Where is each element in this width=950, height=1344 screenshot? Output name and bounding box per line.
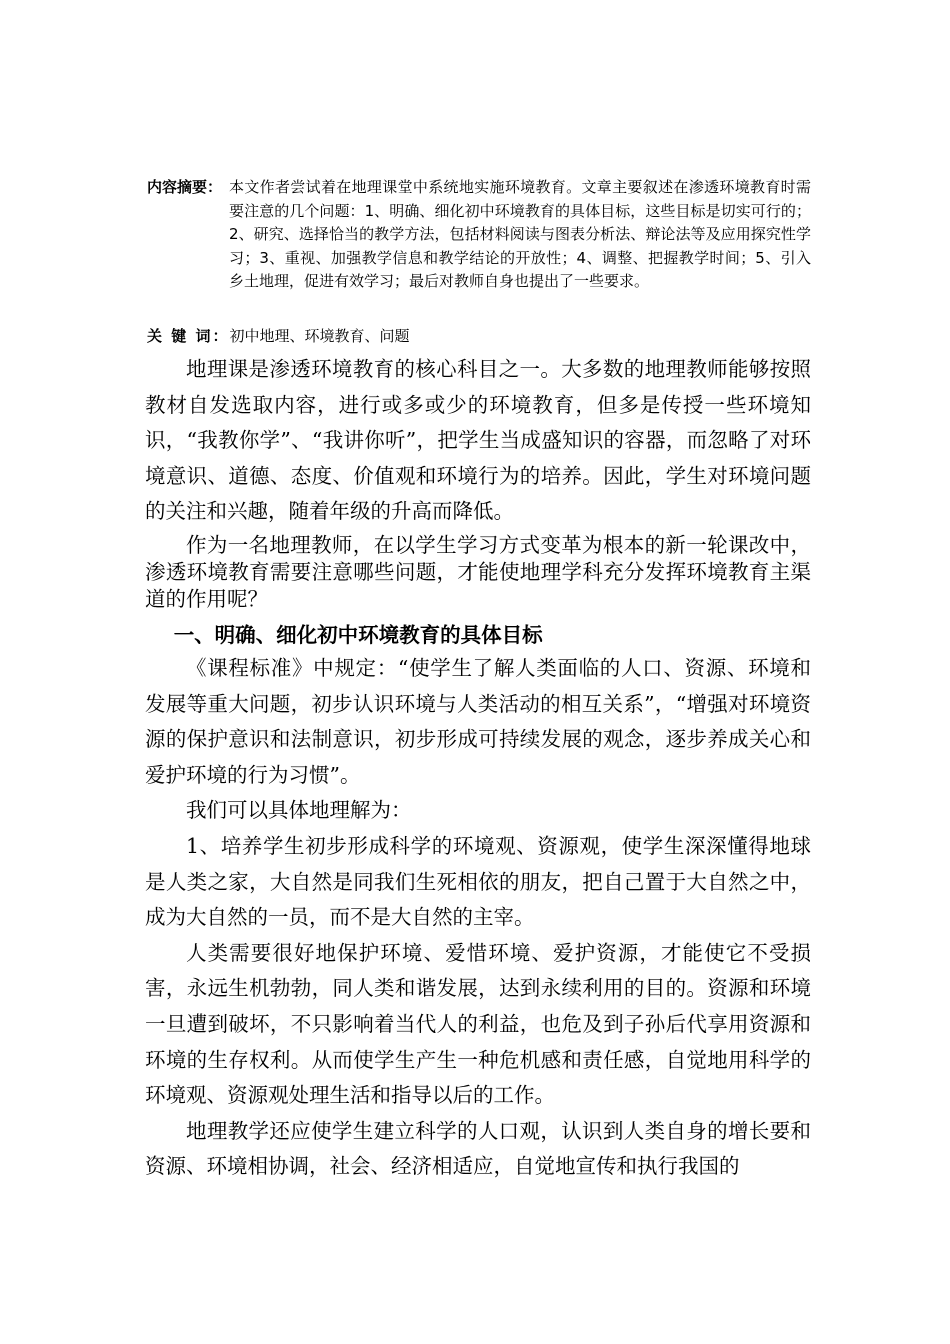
paragraph-population: 地理教学还应使学生建立科学的人口观，认识到人类自身的增长要和资源、环境相协调，社会、经济相适应，自觉地宣传和执行我国的 <box>145 1118 811 1179</box>
paragraph-protection: 人类需要很好地保护环境、爱惜环境、爱护资源，才能使它不受损害，永远生机勃勃，同人类和谐发展，达到永续利用的目的。资源和环境一旦遭到破坏，不只影响着当代人的利益，也危及到子孙后代享用资源和环境的生存权利。从而使学生产生一种危机感和责任感，自觉地用科学的环境观、资源观处理生活和指导以后的工作。 <box>145 940 811 1108</box>
paragraph-intro: 地理课是渗透环境教育的核心科目之一。大多数的地理教师能够按照教材自发选取内容，进行或多或少的环境教育，但多是传授一些环境知识，“我教你学”、“我讲你听”，把学生当成盛知识的容器，而忽略了对环境意识、道德、态度、价值观和环境行为的培养。因此，学生对环境问题的关注和兴趣，随着年级的升高而降低。 <box>145 357 811 524</box>
abstract <box>147 176 811 294</box>
keywords-text: 初中地理、环境教育、问题 <box>229 327 410 345</box>
abstract-label: 内容摘要： <box>147 178 223 196</box>
paragraph-question: 作为一名地理教师，在以学生学习方式变革为根本的新一轮课改中，渗透环境教育需要注意哪些问题，才能使地理学科充分发挥环境教育主渠道的作用呢？ <box>145 532 811 611</box>
paragraph-curriculum-standard: 《课程标准》中规定：“使学生了解人类面临的人口、资源、环境和发展等重大问题，初步认识环境与人类活动的相互关系”，“增强对环境资源的保护意识和法制意识，初步形成可持续发展的观念，逐步养成关心和爱护环境的行为习惯”。 <box>145 655 811 787</box>
keywords <box>147 325 811 349</box>
section-heading-1: 一、明确、细化初中环境教育的具体目标 <box>173 622 543 647</box>
keywords-label: 关 键 词： <box>147 327 230 345</box>
paragraph-point-1: 1、培养学生初步形成科学的环境观、资源观，使学生深深懂得地球是人类之家，大自然是同我们生死相依的朋友，把自己置于大自然之中，成为大自然的一员，而不是大自然的主宰。 <box>145 833 811 930</box>
paragraph-understanding: 我们可以具体地理解为： <box>186 798 412 823</box>
body-text <box>145 352 811 1185</box>
abstract-text: 本文作者尝试着在地理课堂中系统地实施环境教育。文章主要叙述在渗透环境教育时需要注意的几个问题：1、明确、细化初中环境教育的具体目标，这些目标是切实可行的；2、研究、选择恰当的教学方法，包括材料阅读与图表分析法、辩论法等及应用探究性学习；3、重视、加强教学信息和教学结论的开放性；4、调整、把握教学时间；5、引入乡土地理，促进有效学习；最后对教师自身也提出了一些要求。 <box>229 178 811 290</box>
